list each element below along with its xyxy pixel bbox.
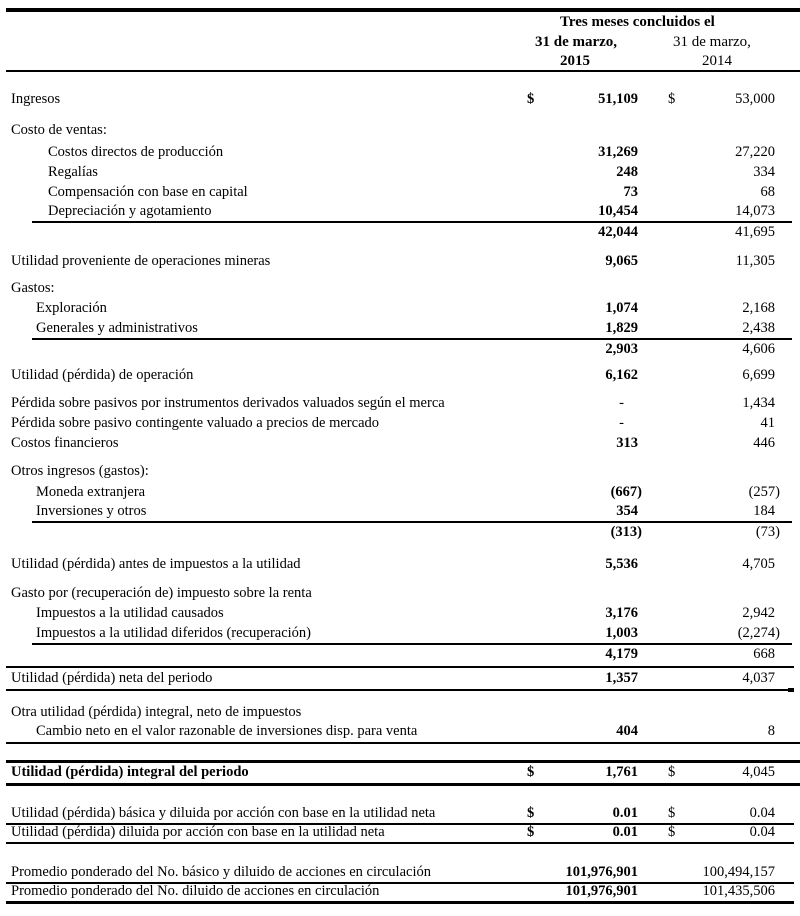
value-2014: 68	[760, 184, 775, 200]
col1-header-line1: 31 de marzo,	[535, 34, 618, 50]
value-2014: 14,073	[735, 203, 775, 219]
row-label: Moneda extranjera	[36, 484, 146, 500]
value-2014: 2,942	[742, 605, 775, 621]
row-label: Exploración	[36, 300, 107, 316]
currency-symbol: $	[668, 805, 676, 821]
value-2014: 2,438	[742, 320, 775, 336]
value-2014: 0.04	[749, 824, 775, 840]
value-2015: 1,761	[605, 764, 638, 780]
currency-symbol: $	[527, 91, 535, 107]
subtotal-rule	[32, 643, 792, 645]
value-2014: 0.04	[749, 805, 775, 821]
value-2015: 101,976,901	[565, 883, 638, 899]
bottom-rule	[6, 901, 794, 904]
col1-header-line2: 2015	[560, 53, 590, 69]
value-2014: 446	[753, 435, 775, 451]
subtotal-2015: 42,044	[598, 224, 638, 240]
row-label: Impuestos a la utilidad causados	[36, 605, 224, 621]
value-2015: 3,176	[605, 605, 638, 621]
row-label: Compensación con base en capital	[48, 184, 248, 200]
row-label: Promedio ponderado del No. básico y diluido de acciones en circulación	[11, 864, 431, 880]
value-2015: 1,074	[605, 300, 638, 316]
value-2015: 0.01	[612, 824, 638, 840]
value-2015: 5,536	[605, 556, 638, 572]
row-label: Pérdida sobre pasivo contingente valuado a precios de mercado	[11, 415, 380, 431]
value-2015: 73	[623, 184, 638, 200]
value-2015: 10,454	[598, 203, 638, 219]
value-2015: 0.01	[612, 805, 638, 821]
col2-header-line2: 2014	[702, 53, 732, 69]
row-label: Utilidad proveniente de operaciones mineras	[11, 253, 271, 269]
value-2015: 9,065	[605, 253, 638, 269]
row-label: Impuestos a la utilidad diferidos (recuperación)	[36, 625, 311, 641]
value-2015: 354	[616, 503, 638, 519]
value-2014: (257)	[748, 484, 780, 500]
subtotal-2014: 41,695	[735, 224, 775, 240]
section-rule	[6, 742, 800, 744]
row-label: Generales y administrativos	[36, 320, 198, 336]
comprehensive-top-rule	[6, 760, 800, 763]
period-title: Tres meses concluidos el	[560, 14, 715, 30]
value-2014: 100,494,157	[702, 864, 775, 880]
value-2015: (667)	[610, 484, 642, 500]
value-2014: 2,168	[742, 300, 775, 316]
value-2014: 101,435,506	[702, 883, 775, 899]
value-2015: 404	[616, 723, 638, 739]
row-label: Depreciación y agotamiento	[48, 203, 212, 219]
value-2015: 313	[616, 435, 638, 451]
row-label: Utilidad (pérdida) de operación	[11, 367, 194, 383]
subtotal-2014: 668	[753, 646, 775, 662]
currency-symbol: $	[527, 824, 535, 840]
value-2015: 101,976,901	[565, 864, 638, 880]
row-label: Utilidad (pérdida) diluida por acción con base en la utilidad neta	[11, 824, 385, 840]
value-2014: 27,220	[735, 144, 775, 160]
value-2015: 1,357	[605, 670, 638, 686]
section-label: Costo de ventas:	[11, 122, 107, 138]
header-bottom-rule	[6, 70, 800, 72]
row-label: Cambio neto en el valor razonable de inversiones disp. para venta	[36, 723, 418, 739]
net-income-bottom-rule	[6, 689, 794, 691]
net-income-top-rule	[6, 666, 794, 668]
value-2014: 53,000	[735, 91, 775, 107]
row-rule	[6, 842, 794, 844]
currency-symbol: $	[668, 91, 676, 107]
value-2015: 1,829	[605, 320, 638, 336]
row-label: Utilidad (pérdida) básica y diluida por acción con base en la utilidad neta	[11, 805, 436, 821]
value-2015: 51,109	[598, 91, 638, 107]
subtotal-rule	[32, 221, 792, 223]
row-label: Regalías	[48, 164, 98, 180]
row-label: Utilidad (pérdida) integral del periodo	[11, 764, 249, 780]
value-2014: 4,705	[742, 556, 775, 572]
row-label: Utilidad (pérdida) antes de impuestos a la utilidad	[11, 556, 301, 572]
row-label: Inversiones y otros	[36, 503, 147, 519]
value-2014: 4,037	[742, 670, 775, 686]
value-2015: 248	[616, 164, 638, 180]
value-2015: 6,162	[605, 367, 638, 383]
value-2015: -	[619, 415, 624, 431]
subtotal-2014: (73)	[755, 524, 780, 540]
row-label: Promedio ponderado del No. diluido de acciones en circulación	[11, 883, 380, 899]
value-2014: 334	[753, 164, 775, 180]
section-label: Gastos:	[11, 280, 55, 296]
currency-symbol: $	[668, 764, 676, 780]
comprehensive-bottom-rule	[6, 783, 800, 786]
subtotal-2014: 4,606	[742, 341, 775, 357]
top-border	[6, 8, 800, 12]
section-label: Otra utilidad (pérdida) integral, neto de impuestos	[11, 704, 302, 720]
currency-symbol: $	[527, 805, 535, 821]
subtotal-rule	[32, 338, 792, 340]
value-2014: 4,045	[742, 764, 775, 780]
subtotal-2015: (313)	[610, 524, 642, 540]
col2-header-line1: 31 de marzo,	[673, 34, 751, 50]
row-label: Utilidad (pérdida) neta del periodo	[11, 670, 213, 686]
subtotal-2015: 4,179	[605, 646, 638, 662]
value-2015: -	[619, 395, 624, 411]
row-label: Costos directos de producción	[48, 144, 224, 160]
value-2014: 11,305	[735, 253, 775, 269]
currency-symbol: $	[668, 824, 676, 840]
row-label: Costos financieros	[11, 435, 119, 451]
subtotal-2015: 2,903	[605, 341, 638, 357]
value-2014: 184	[753, 503, 775, 519]
value-2014: 1,434	[742, 395, 775, 411]
row-label: Ingresos	[11, 91, 61, 107]
row-label: Pérdida sobre pasivos por instrumentos derivados valuados según el merca	[11, 395, 445, 411]
value-2015: 31,269	[598, 144, 638, 160]
section-label: Gasto por (recuperación de) impuesto sobre la renta	[11, 585, 312, 601]
value-2014: 6,699	[742, 367, 775, 383]
section-label: Otros ingresos (gastos):	[11, 463, 149, 479]
rule-end-mark	[788, 688, 794, 692]
value-2015: 1,003	[605, 625, 638, 641]
currency-symbol: $	[527, 764, 535, 780]
value-2014: 41	[760, 415, 775, 431]
subtotal-rule	[32, 521, 792, 523]
value-2014: 8	[767, 723, 775, 739]
value-2014: (2,274)	[737, 625, 780, 641]
